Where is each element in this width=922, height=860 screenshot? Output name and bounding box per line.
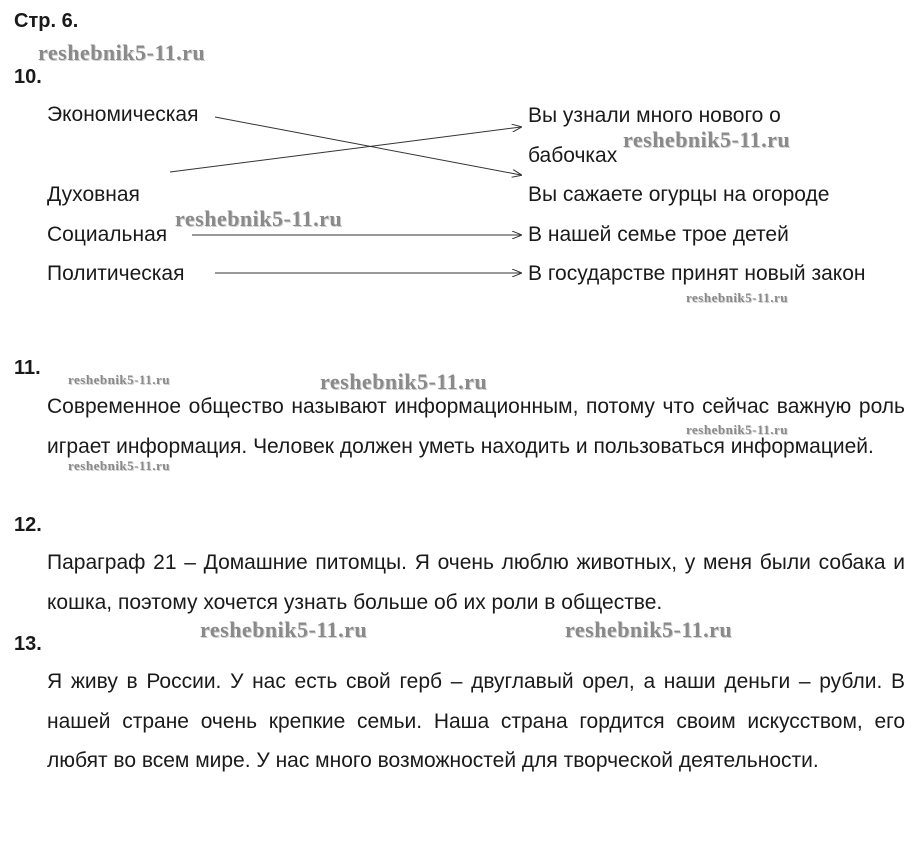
right-item-butterflies-line1: Вы узнали много нового о bbox=[528, 104, 781, 127]
line-economic-to-cucumbers bbox=[215, 117, 521, 175]
task-10-number: 10. bbox=[14, 66, 42, 88]
left-item-political: Политическая bbox=[47, 262, 185, 285]
right-item-family: В нашей семье трое детей bbox=[528, 223, 789, 246]
watermark: reshebnik5-11.ru bbox=[623, 127, 791, 152]
right-item-butterflies-line2: бабочках bbox=[528, 144, 618, 167]
watermark: reshebnik5-11.ru bbox=[175, 206, 343, 231]
watermark: reshebnik5-11.ru bbox=[320, 369, 488, 394]
watermark: reshebnik5-11.ru bbox=[38, 40, 206, 65]
task-13-answer: Я живу в России. У нас есть свой герб – двуглавый орел, а наши деньги – рубли. В нашей стране очень крепкие семьи. Наша страна гордится своим искусством, его любят во всем мире. У нас много возможностей для творческой деятельности. bbox=[47, 670, 905, 772]
task-11-answer: Современное общество называют информационным, потому что сейчас важную роль играет информация. Человек должен уметь находить и пользоваться информацией. bbox=[47, 395, 905, 458]
watermark: reshebnik5-11.ru bbox=[686, 290, 789, 305]
right-item-cucumbers: Вы сажаете огурцы на огороде bbox=[528, 183, 830, 206]
task-13-number: 13. bbox=[14, 633, 42, 655]
watermark: reshebnik5-11.ru bbox=[68, 458, 171, 473]
watermark: reshebnik5-11.ru bbox=[565, 617, 733, 642]
left-item-spiritual: Духовная bbox=[47, 183, 140, 206]
task-11-number: 11. bbox=[14, 357, 41, 379]
left-item-social: Социальная bbox=[47, 223, 168, 246]
left-item-economic: Экономическая bbox=[47, 103, 199, 126]
watermark: reshebnik5-11.ru bbox=[68, 372, 171, 387]
task-12-number: 12. bbox=[14, 514, 42, 536]
page-label: Стр. 6. bbox=[14, 10, 79, 32]
watermark: reshebnik5-11.ru bbox=[686, 422, 789, 437]
watermark: reshebnik5-11.ru bbox=[200, 617, 368, 642]
right-item-law: В государстве принят новый закон bbox=[528, 262, 866, 285]
task-12-answer: Параграф 21 – Домашние питомцы. Я очень люблю животных, у меня были собака и кошка, поэтому хочется узнать больше об их роли в обществе. bbox=[47, 551, 905, 614]
